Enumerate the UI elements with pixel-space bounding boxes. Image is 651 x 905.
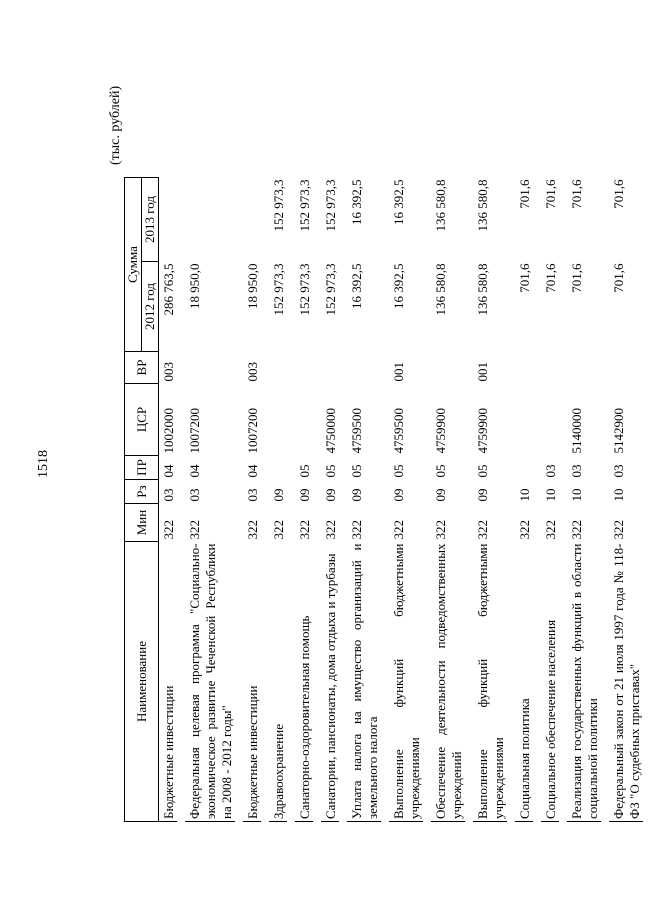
row-vr: [567, 352, 601, 384]
row-2013: 152 973,3: [323, 179, 338, 232]
row-min: 322: [433, 520, 448, 540]
budget-table: [124, 177, 651, 822]
row-csr: 4759500: [349, 408, 364, 454]
row-2012: 701,6: [543, 263, 558, 293]
row-2013: 152 973,3: [297, 179, 312, 232]
header-min: Мин: [125, 504, 159, 542]
row-vr: 001: [391, 362, 406, 382]
row-2013: 152 973,3: [271, 179, 286, 232]
table-row: [473, 178, 507, 822]
row-name: Выполнение функций бюджетными учреждениями: [473, 542, 507, 822]
row-rz: 03: [187, 488, 202, 502]
row-name: Бюджетные инвестиции: [243, 542, 261, 822]
row-pr: 05: [475, 464, 490, 478]
row-min: 322: [475, 520, 490, 540]
table-row: [567, 178, 601, 822]
row-2012: 18 950,0: [245, 263, 260, 309]
table-row: [295, 178, 313, 822]
row-csr: [269, 384, 287, 456]
row-vr: [347, 352, 381, 384]
row-rz: 09: [349, 488, 364, 502]
row-pr: [515, 456, 533, 480]
row-min: 322: [611, 520, 626, 540]
row-2013: 701,6: [517, 179, 532, 209]
row-spacer: [507, 178, 515, 822]
row-name: Социальное обеспечение населения: [541, 542, 559, 822]
row-2012: 152 973,3: [271, 263, 286, 316]
row-rz: 09: [475, 488, 490, 502]
row-csr: 4759900: [433, 408, 448, 454]
row-min: 322: [187, 520, 202, 540]
row-csr: 5142900: [611, 408, 626, 454]
table-body: [159, 178, 651, 822]
row-spacer-cell: [465, 178, 473, 822]
row-vr: [515, 352, 533, 384]
row-name: Федеральная целевая программа "Социально-экономическое развитие Чеченской Республики на 2008 - 2012 годы": [185, 542, 235, 822]
row-name: Федеральный закон от 21 июля 1997 года № 118-ФЗ "О судебных приставах": [609, 542, 643, 822]
row-spacer-cell: [313, 178, 321, 822]
row-spacer: [287, 178, 295, 822]
row-spacer-cell: [177, 178, 185, 822]
row-spacer: [643, 178, 651, 822]
row-vr: 003: [245, 362, 260, 382]
row-spacer: [261, 178, 269, 822]
row-2013: [185, 178, 235, 262]
row-vr: [321, 352, 339, 384]
table-row: [185, 178, 235, 822]
row-name: Санатории, пансионаты, дома отдыха и турбазы: [321, 542, 339, 822]
row-min: 322: [297, 520, 312, 540]
header-2013: 2013 год: [142, 178, 159, 262]
row-spacer-cell: [287, 178, 295, 822]
row-spacer-cell: [507, 178, 515, 822]
row-min: 322: [391, 520, 406, 540]
row-min: 322: [543, 520, 558, 540]
row-vr: [609, 352, 643, 384]
row-spacer-cell: [533, 178, 541, 822]
row-vr: [185, 352, 235, 384]
header-csr: ЦСР: [125, 384, 159, 456]
row-name: Санаторно-оздоровительная помощь: [295, 542, 313, 822]
row-rz: 03: [161, 488, 176, 502]
row-2012: 136 580,8: [475, 263, 490, 316]
row-spacer-cell: [601, 178, 609, 822]
row-pr: 05: [323, 464, 338, 478]
row-csr: [295, 384, 313, 456]
header-vr: ВР: [125, 352, 159, 384]
row-2013: 16 392,5: [349, 179, 364, 225]
row-csr: 4759500: [391, 408, 406, 454]
row-2012: 152 973,3: [323, 263, 338, 316]
row-vr: [541, 352, 559, 384]
row-2012: 16 392,5: [391, 263, 406, 309]
row-2012: 16 392,5: [349, 263, 364, 309]
table-row: [159, 178, 178, 822]
row-spacer: [339, 178, 347, 822]
row-2013: [243, 178, 261, 262]
row-2012: 701,6: [611, 263, 626, 293]
row-rz: 10: [611, 488, 626, 502]
header-sum: Сумма: [125, 178, 142, 352]
row-spacer: [533, 178, 541, 822]
row-min: 322: [161, 520, 176, 540]
row-vr: [295, 352, 313, 384]
row-rz: 09: [271, 488, 286, 502]
table-row: [515, 178, 533, 822]
row-pr: 03: [543, 464, 558, 478]
row-spacer: [465, 178, 473, 822]
row-pr: 04: [245, 464, 260, 478]
header-2012: 2012 год: [142, 262, 159, 352]
row-name: Социальная политика: [515, 542, 533, 822]
row-rz: 10: [517, 488, 532, 502]
row-2012: 18 950,0: [187, 263, 202, 309]
row-csr: 1007200: [187, 408, 202, 454]
row-spacer-cell: [339, 178, 347, 822]
row-spacer-cell: [423, 178, 431, 822]
row-2013: 136 580,8: [475, 179, 490, 232]
row-spacer: [559, 178, 567, 822]
row-name: Уплата налога на имущество организаций и земельного налога: [347, 542, 381, 822]
row-vr: 003: [161, 362, 176, 382]
row-min: 322: [517, 520, 532, 540]
table-row: [389, 178, 423, 822]
header-name: Наименование: [125, 542, 159, 822]
table-row: [269, 178, 287, 822]
row-spacer-cell: [381, 178, 389, 822]
row-csr: 5140000: [569, 408, 584, 454]
row-name: Реализация государственных функций в области социальной политики: [567, 542, 601, 822]
row-min: 322: [271, 520, 286, 540]
row-pr: 04: [187, 464, 202, 478]
row-name: Здравоохранение: [269, 542, 287, 822]
row-csr: 1002000: [161, 408, 176, 454]
row-name: Бюджетные инвестиции: [159, 542, 178, 822]
row-spacer: [423, 178, 431, 822]
units-label: (тыс. рублей): [108, 85, 123, 165]
table-row: [321, 178, 339, 822]
row-spacer-cell: [261, 178, 269, 822]
table-row: [431, 178, 465, 822]
table-header: [125, 178, 159, 822]
row-min: 322: [349, 520, 364, 540]
row-2012: 701,6: [517, 263, 532, 293]
table-row: [347, 178, 381, 822]
row-pr: 03: [611, 464, 626, 478]
row-spacer: [601, 178, 609, 822]
row-spacer-cell: [643, 178, 651, 822]
table-row: [609, 178, 643, 822]
row-csr: [515, 384, 533, 456]
row-2013: 701,6: [611, 179, 626, 209]
header-rz: Рз: [125, 480, 159, 504]
row-csr: 1007200: [245, 408, 260, 454]
row-rz: 10: [569, 488, 584, 502]
row-2013: 701,6: [543, 179, 558, 209]
page-number: 1518: [36, 450, 51, 478]
row-vr: 001: [475, 362, 490, 382]
row-2013: 136 580,8: [433, 179, 448, 232]
table-row: [243, 178, 261, 822]
row-rz: 10: [543, 488, 558, 502]
row-csr: [541, 384, 559, 456]
row-2012: 152 973,3: [297, 263, 312, 316]
row-name: Выполнение функций бюджетными учреждениями: [389, 542, 423, 822]
row-rz: 09: [433, 488, 448, 502]
row-pr: 05: [297, 464, 312, 478]
row-2012: 286 763,5: [161, 263, 176, 316]
row-spacer: [235, 178, 243, 822]
row-min: 322: [245, 520, 260, 540]
row-vr: [269, 352, 287, 384]
row-2013: 701,6: [569, 179, 584, 209]
row-spacer: [313, 178, 321, 822]
row-rz: 09: [297, 488, 312, 502]
row-name: Обеспечение деятельности подведомственных учреждений: [431, 542, 465, 822]
row-2013: 16 392,5: [391, 179, 406, 225]
row-pr: [269, 456, 287, 480]
row-2013: [159, 178, 178, 262]
row-2012: 136 580,8: [433, 263, 448, 316]
row-spacer: [177, 178, 185, 822]
row-min: 322: [569, 520, 584, 540]
row-pr: 03: [569, 464, 584, 478]
row-csr: 4750000: [323, 408, 338, 454]
row-spacer: [381, 178, 389, 822]
row-pr: 05: [391, 464, 406, 478]
row-rz: 09: [391, 488, 406, 502]
row-csr: 4759900: [475, 408, 490, 454]
row-2012: 701,6: [569, 263, 584, 293]
header-pr: ПР: [125, 456, 159, 480]
row-pr: 05: [433, 464, 448, 478]
row-rz: 03: [245, 488, 260, 502]
table-row: [541, 178, 559, 822]
row-rz: 09: [323, 488, 338, 502]
row-min: 322: [323, 520, 338, 540]
row-vr: [431, 352, 465, 384]
row-spacer-cell: [559, 178, 567, 822]
row-spacer-cell: [235, 178, 243, 822]
row-pr: 04: [161, 464, 176, 478]
row-pr: 05: [349, 464, 364, 478]
